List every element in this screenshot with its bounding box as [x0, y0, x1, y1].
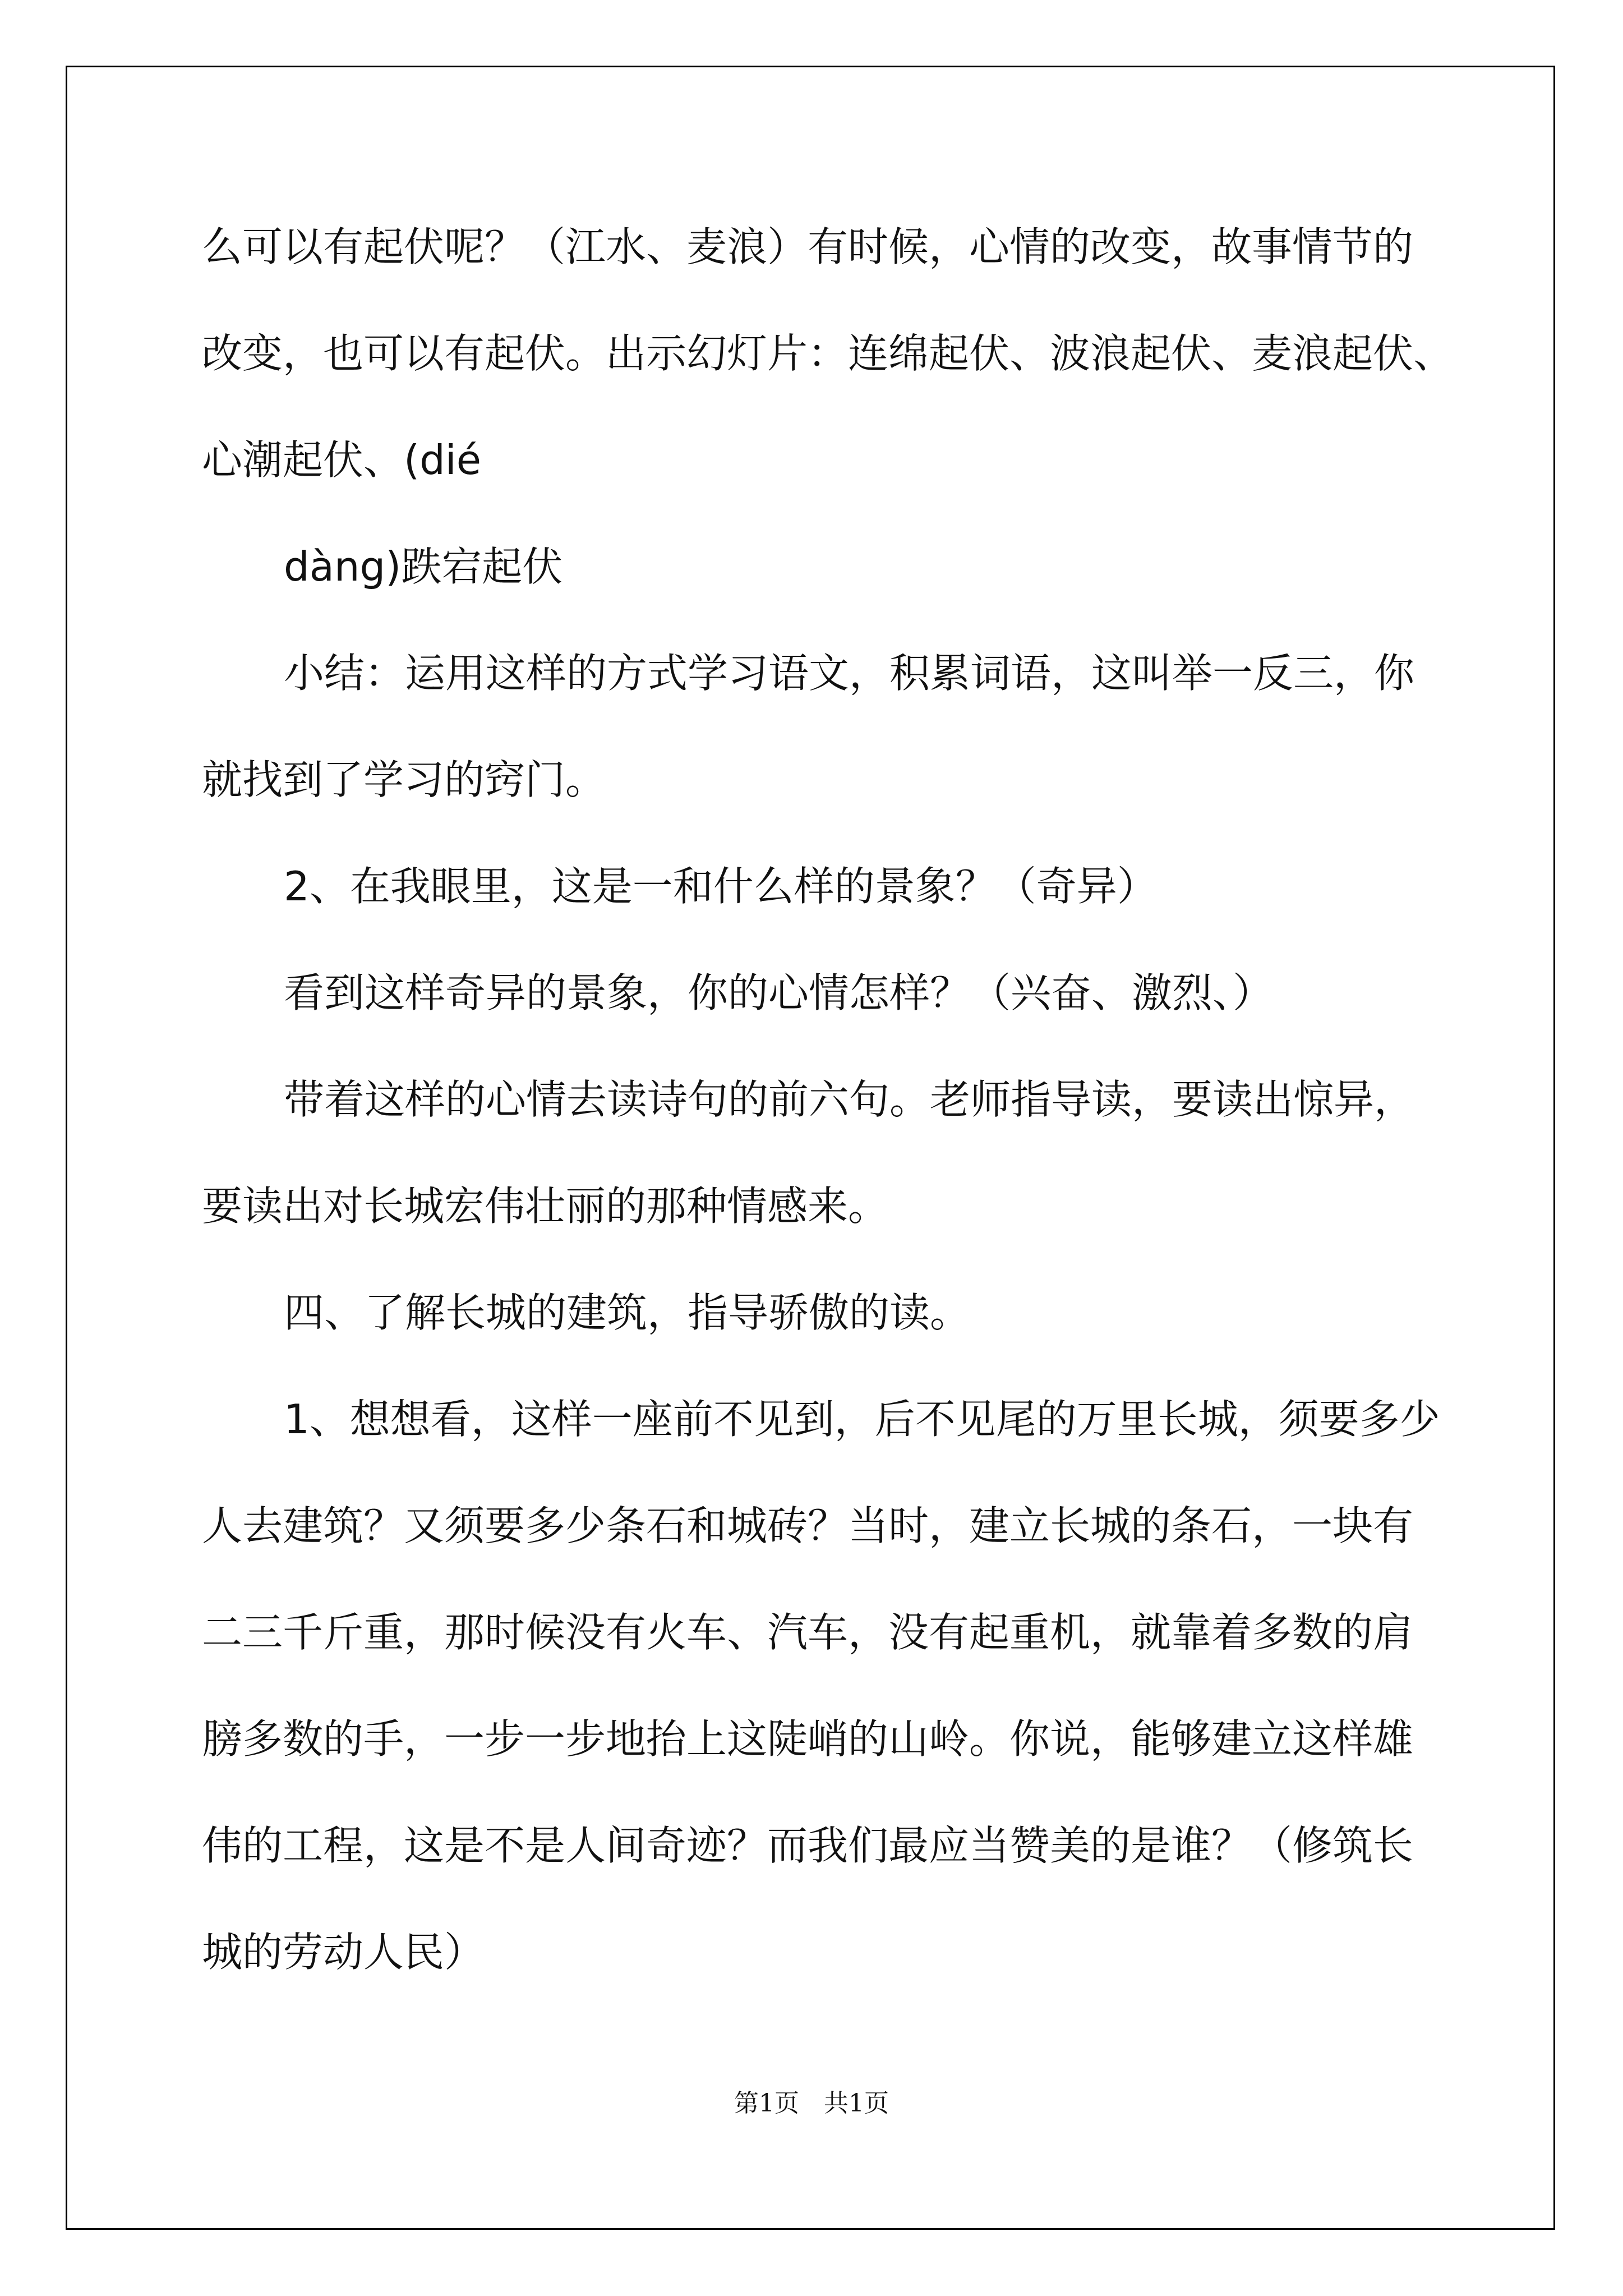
text-line: 伟的工程，这是不是人间奇迹？而我们最应当赞美的是谁？（修筑长 — [202, 1822, 1414, 1869]
text-line: 膀多数的手，一步一步地抬上这陡峭的山岭。你说，能够建立这样雄 — [202, 1715, 1414, 1763]
text-line: 二三千斤重，那时候没有火车、汽车，没有起重机，就靠着多数的肩 — [202, 1609, 1414, 1656]
text-line: 看到这样奇异的景象，你的心情怎样？（兴奋、激烈、） — [284, 969, 1274, 1016]
page-border — [66, 66, 1555, 2230]
text-line: 么可以有起伏呢？（江水、麦浪）有时候，心情的改变，故事情节的 — [202, 223, 1414, 270]
text-line: 要读出对长城宏伟壮丽的那种情感来。 — [202, 1182, 889, 1230]
text-line: 城的劳动人民） — [202, 1929, 485, 1976]
text-line: 带着这样的心情去读诗句的前六句。老师指导读，要读出惊异， — [284, 1076, 1415, 1123]
text-line: 小结：运用这样的方式学习语文，积累词语，这叫举一反三，你 — [284, 650, 1415, 697]
text-line: 人去建筑？又须要多少条石和城砖？当时，建立长城的条石，一块有 — [202, 1502, 1414, 1549]
text-line: 改变，也可以有起伏。出示幻灯片：连绵起伏、波浪起伏、麦浪起伏、 — [202, 330, 1454, 377]
text-line: 就找到了学习的窍门。 — [202, 756, 606, 803]
text-line: 2、在我眼里，这是一和什么样的景象？（奇异） — [284, 863, 1158, 910]
text-line: dàng)跌宕起伏 — [284, 543, 563, 590]
text-line: 心潮起伏、(dié — [202, 436, 482, 484]
page-footer: 第1页 共1页 — [734, 2089, 889, 2118]
text-line: 1、想想看，这样一座前不见到，后不见尾的万里长城，须要多少 — [284, 1396, 1440, 1443]
text-line: 四、了解长城的建筑，指导骄傲的读。 — [284, 1289, 971, 1336]
